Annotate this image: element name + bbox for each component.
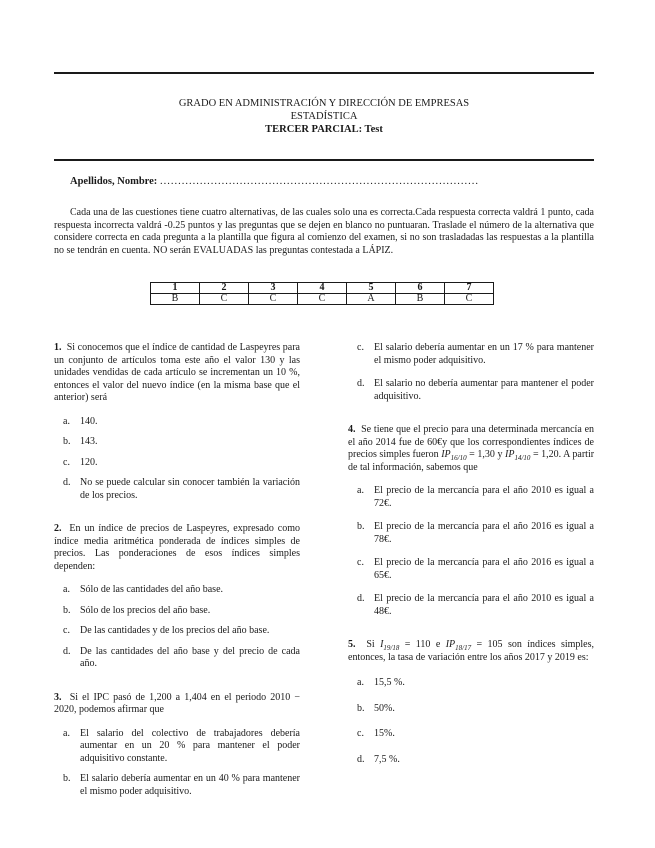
option: a. Sólo de las cantidades del año base.: [63, 584, 224, 595]
question-text: En un índice de precios de Laspeyres, expresado como índice media aritmética ponderada de índices simples de precios. Las ponderaciones de esos índices simples dependen:: [54, 523, 301, 572]
question-number: 4.: [348, 424, 356, 435]
exam-title: TERCER PARCIAL: Test: [265, 124, 383, 135]
question-1: [54, 342, 300, 405]
name-field[interactable]: [70, 176, 595, 187]
option: c. 120.: [63, 456, 98, 468]
option: a. El precio de la mercancía para el año 2010 es igual a 72€.: [357, 485, 594, 509]
question-number: 3.: [54, 691, 62, 703]
question-number: 1.: [54, 342, 62, 353]
answer-cell: B: [151, 294, 200, 305]
question-5: 5. Si $I_{19/18} = 110$ e $IP_{18/17} = 105$ son índices simples, entonces, la tasa de variación entre los años 2017 y 2019 es:: [348, 639, 595, 663]
answer-number-cell: 7: [445, 283, 494, 294]
subject-title: ESTADÍSTICA: [290, 111, 358, 122]
option: b. El salario debería aumentar en un 40 % para mantener el mismo poder adquisitivo.: [63, 773, 300, 797]
question-4: 4. Se tiene que el precio para una determinada mercancía en el año 2014 fue de 60€y que los correspondientes índices de precios simples fueron $IP_{16/10} = 1,30$ y $IP_{14/10} = 1,20$. A partir de tal información, sabemos que: [348, 424, 595, 473]
answer-number-cell: 5: [347, 283, 396, 294]
answer-table: [150, 282, 494, 305]
option: a. 15,5 %.: [357, 677, 405, 688]
answer-table-answers-row: [151, 294, 494, 305]
exam-header: [54, 97, 594, 136]
option: d. No se puede calcular sin conocer también la variación de los precios.: [63, 477, 300, 501]
name-label: Apellidos, Nombre:: [70, 176, 158, 187]
name-fill-dots: ........................................................................................: [159, 176, 479, 187]
option: c. El precio de la mercancía para el año 2016 es igual a 65€.: [357, 557, 594, 581]
option: c. De las cantidades y de los precios del año base.: [63, 625, 270, 636]
question-3: [54, 692, 300, 717]
option: d. El salario no debería aumentar para mantener el poder adquisitivo.: [357, 378, 594, 402]
question-text: Si conocemos que el índice de cantidad de Laspeyres para un conjunto de artículos toma este año el valor 130 y las unidades vendidas de cada artículo se incrementan un 10 %, entonces el valor del nuevo índice (en la misma base que el anterior) será: [54, 342, 300, 403]
question-text: Si el IPC pasó de 1,200 a 1,404 en el periodo 2010 − 2020, podemos afirmar que: [54, 691, 301, 715]
answer-table-numbers-row: [151, 283, 494, 294]
option: b. Sólo de los precios del año base.: [63, 604, 211, 616]
option: c. El salario debería aumentar en un 17 % para mantener el mismo poder adquisitivo.: [357, 342, 594, 366]
option: c. 15%.: [357, 728, 395, 739]
option: d. El precio de la mercancía para el año 2010 es igual a 48€.: [357, 593, 594, 617]
option: d. De las cantidades del año base y del precio de cada año.: [63, 645, 300, 669]
answer-cell: C: [445, 294, 494, 305]
question-text: Se tiene que el precio para una determinada mercancía en el año 2014 fue de 60€y que los correspondientes índices de precios simples fueron: [348, 424, 595, 460]
option: b. 143.: [63, 436, 98, 447]
option: a. 140.: [63, 415, 98, 427]
header-bottom-rule: [54, 159, 594, 161]
answer-number-cell: 1: [151, 283, 200, 294]
answer-cell: C: [249, 294, 298, 305]
option: b. El precio de la mercancía para el año 2016 es igual a 78€.: [357, 521, 594, 545]
right-column: [348, 342, 594, 766]
degree-title: GRADO EN ADMINISTRACIÓN Y DIRECCIÓN DE EMPRESAS: [178, 98, 470, 109]
answer-cell: C: [200, 294, 249, 305]
answer-number-cell: 4: [298, 283, 347, 294]
answer-number-cell: 2: [200, 283, 249, 294]
question-number: 5.: [348, 639, 356, 650]
question-2: [54, 523, 300, 573]
answer-cell: C: [298, 294, 347, 305]
instructions: Cada una de las cuestiones tiene cuatro alternativas, de las cuales solo una es correcta.Cada respuesta correcta valdrá 1 punto, cada respuesta incorrecta valdrá -0.25 puntos y las preguntas que se dejen en blanco no puntuaran. Traslade el número de la alternativa que considere correcta en cada pregunta a la plantilla que figura al comienzo del examen, si no son trasladadas las respuestas a la plantilla no se tendrán en cuenta. NO serán EVALUADAS las preguntas contestada a LÁPIZ.: [54, 207, 594, 256]
option: b. 50%.: [357, 702, 395, 714]
option: a. El salario del colectivo de trabajadores debería aumentar en un 20 % para mantener el poder adquisitivo constante.: [63, 727, 300, 764]
option: d. 7,5 %.: [357, 753, 400, 765]
question-number: 2.: [54, 523, 62, 534]
answer-cell: B: [396, 294, 445, 305]
top-rule: [54, 72, 594, 74]
answer-number-cell: 6: [396, 283, 445, 294]
answer-number-cell: 3: [249, 283, 298, 294]
answer-cell: A: [347, 294, 396, 305]
left-column: [54, 342, 300, 798]
